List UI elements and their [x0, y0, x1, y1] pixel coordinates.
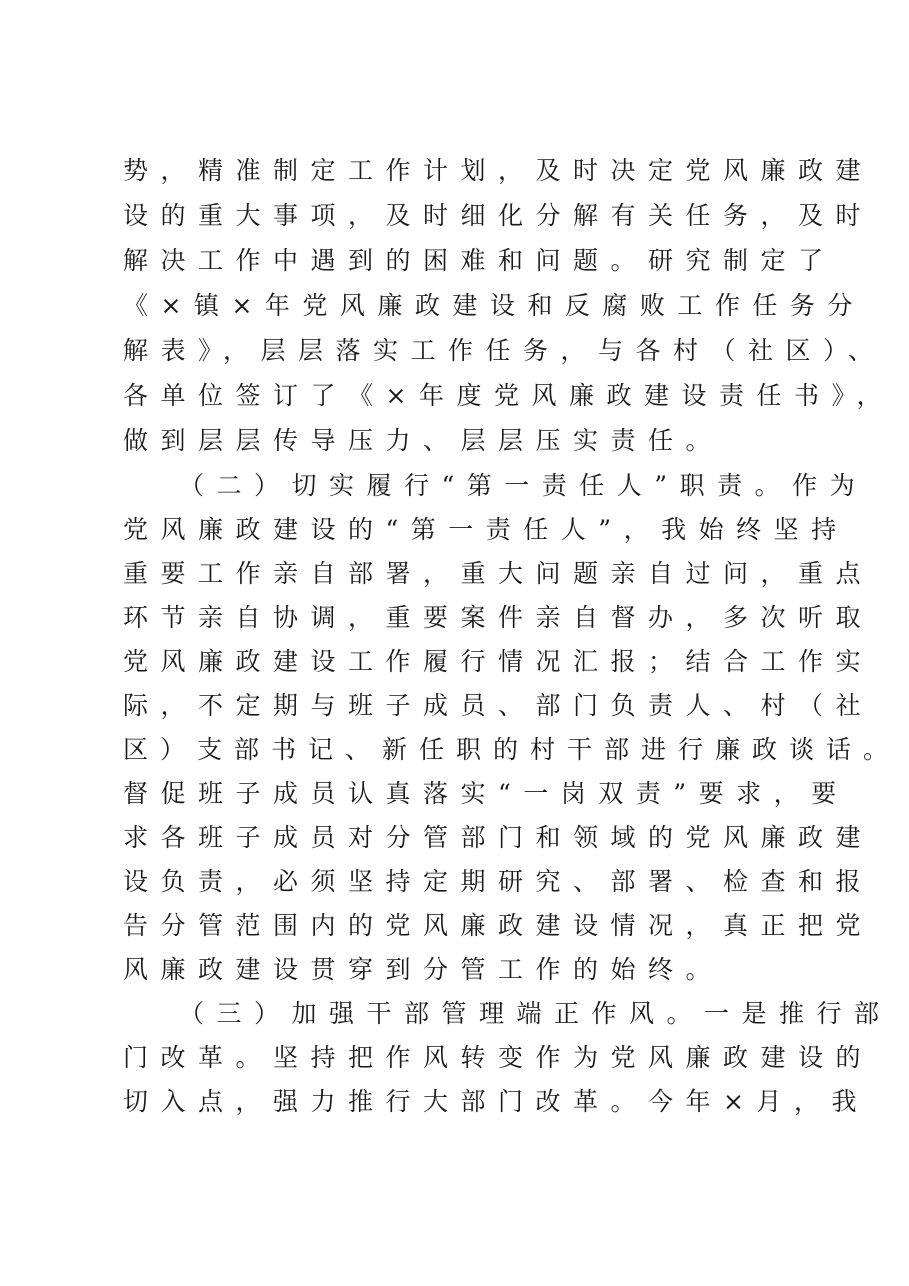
text-line: 风廉政建设贯穿到分管工作的始终。 — [123, 955, 724, 984]
text-line: 做到层层传导压力、层层压实责任。 — [123, 426, 724, 455]
text-line: 环节亲自协调，重要案件亲自督办，多次听取 — [123, 603, 874, 632]
text-line: 解决工作中遇到的困难和问题。研究制定了 — [123, 246, 836, 275]
text-line: 设负责，必须坚持定期研究、部署、检查和报 — [123, 867, 874, 896]
text-line: 区）支部书记、新任职的村干部进行廉政谈话。 — [123, 735, 901, 764]
text-line: 督促班子成员认真落实“一岗双责”要求，要 — [123, 779, 849, 808]
section-heading-line: （三）加强干部管理端正作风。一是推行部 — [179, 999, 892, 1028]
section-heading-line: （二）切实履行“第一责任人”职责。作为 — [179, 471, 868, 500]
text-line: 各单位签订了《×年度党风廉政建设责任书》， — [123, 381, 894, 410]
text-line: 党风廉政建设的“第一责任人”，我始终坚持 — [123, 515, 849, 544]
text-line: 切入点，强力推行大部门改革。今年×月，我 — [123, 1087, 869, 1116]
text-line: 势，精准制定工作计划，及时决定党风廉政建 — [123, 156, 874, 185]
text-line: 《×镇×年党风廉政建设和反腐败工作任务分 — [123, 291, 865, 320]
text-line: 设的重大事项，及时细化分解有关任务，及时 — [123, 201, 874, 230]
text-line: 门改革。坚持把作风转变作为党风廉政建设的 — [123, 1043, 874, 1072]
text-line: 际，不定期与班子成员、部门负责人、村（社 — [123, 691, 874, 720]
text-line: 求各班子成员对分管部门和领域的党风廉政建 — [123, 823, 874, 852]
text-line: 解表》，层层落实工作任务，与各村（社区）、 — [123, 336, 886, 365]
text-line: 告分管范围内的党风廉政建设情况，真正把党 — [123, 911, 874, 940]
text-line: 党风廉政建设工作履行情况汇报；结合工作实 — [123, 647, 874, 676]
text-line: 重要工作亲自部署，重大问题亲自过问，重点 — [123, 559, 874, 588]
